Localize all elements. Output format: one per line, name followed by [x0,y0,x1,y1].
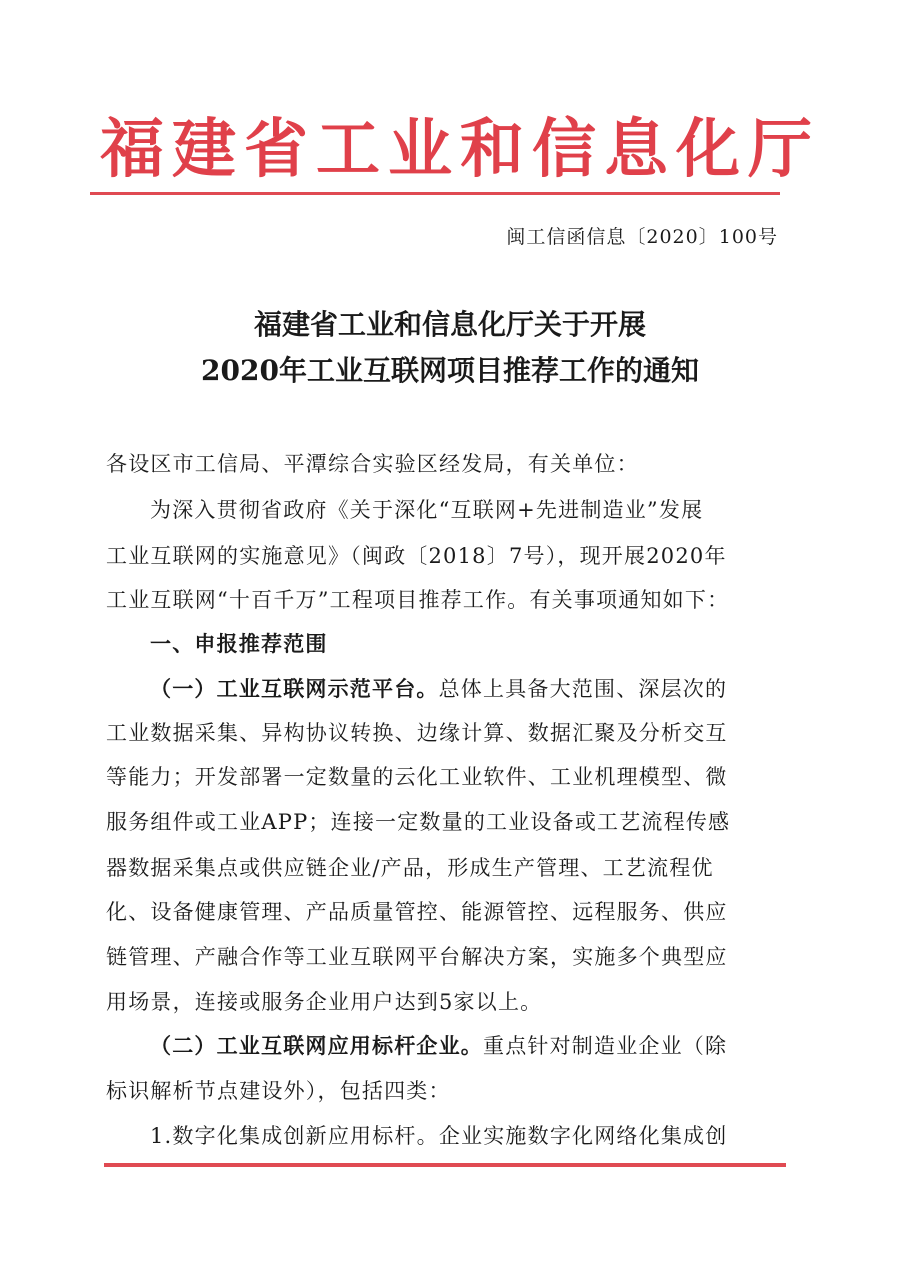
agency-masthead: 福建省工业和信息化厅 [100,112,820,187]
item1-heading: （一）工业互联网示范平台。 [150,676,439,701]
body-line: 化、设备健康管理、产品质量管控、能源管控、远程服务、供应 [106,900,728,924]
notice-title-line-2: 2020年工业互联网项目推荐工作的通知 [201,354,699,387]
red-divider-top [90,192,780,195]
body-line: 工业数据采集、异构协议转换、边缘计算、数据汇聚及分析交互 [106,721,728,745]
body-line: 用场景，连接或服务企业用户达到5家以上。 [106,990,543,1014]
item2-first-line [150,1030,840,1060]
document-number: 闽工信函信息〔2020〕100号 [506,226,778,248]
salutation: 各设区市工信局、平潭综合实验区经发局，有关单位： [106,452,639,476]
body-line: 器数据采集点或供应链企业/产品，形成生产管理、工艺流程优 [106,856,714,880]
item1-first-line [150,673,840,703]
body-line: 等能力；开发部署一定数量的云化工业软件、工业机理模型、微 [106,765,728,789]
body-line: 标识解析节点建设外），包括四类： [106,1079,451,1103]
body-line: 链管理、产融合作等工业互联网平台解决方案，实施多个典型应 [106,945,728,969]
intro-line: 为深入贯彻省政府《关于深化“互联网+先进制造业”发展 [150,498,704,522]
sub-item-line: 1.数字化集成创新应用标杆。企业实施数字化网络化集成创 [150,1124,728,1148]
notice-title-line-1: 福建省工业和信息化厅关于开展 [253,308,646,341]
item1-first-line-rest: 总体上具备大范围、深层次的 [438,677,728,701]
red-divider-bottom [104,1163,786,1167]
section-heading: 一、申报推荐范围 [150,631,328,656]
intro-line: 工业互联网“十百千万”工程项目推荐工作。有关事项通知如下： [106,588,730,612]
intro-line: 工业互联网的实施意见》（闽政〔2018〕7号），现开展2020年 [106,544,727,568]
item2-first-line-rest: 重点针对制造业企业（除 [483,1034,728,1058]
item2-heading: （二）工业互联网应用标杆企业。 [150,1033,483,1058]
body-line: 服务组件或工业APP；连接一定数量的工业设备或工艺流程传感 [106,810,731,834]
